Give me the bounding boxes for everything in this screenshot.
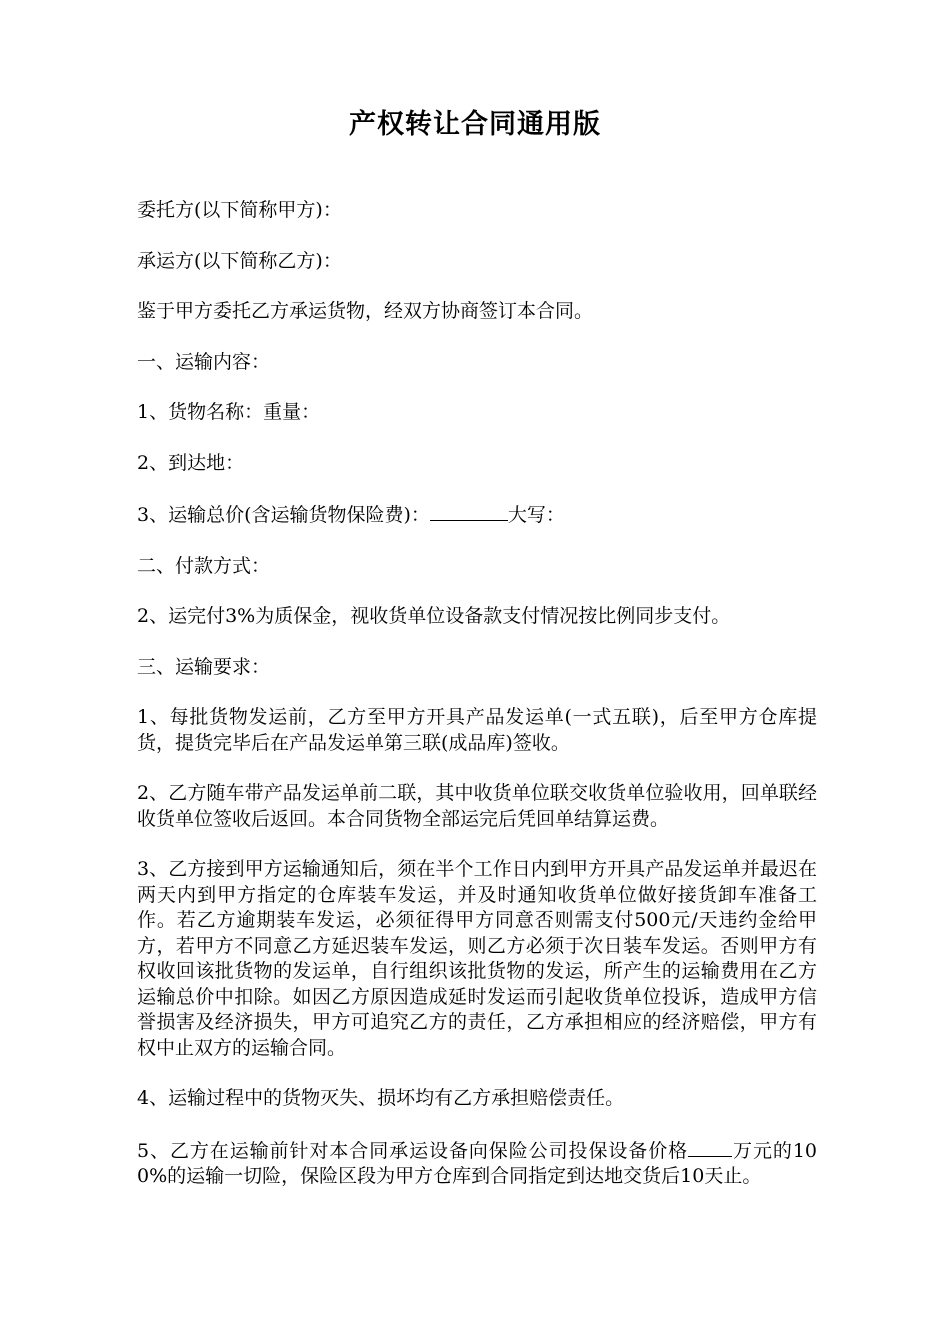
insurance-text-end: 万元的100%的运输一切险，保险区段为甲方仓库到合同指定到达地交货后10天止。 bbox=[137, 1139, 818, 1187]
paragraph-requirement-2: 2、乙方随车带产品发运单前二联，其中收货单位联交收货单位验收用，回单联经收货单位签收后返回。本合同货物全部运完后凭回单结算运费。 bbox=[137, 782, 817, 830]
total-price-label: 3、运输总价(含运输货物保险费)： bbox=[137, 504, 430, 526]
paragraph-preamble: 鉴于甲方委托乙方承运货物，经双方协商签订本合同。 bbox=[137, 300, 594, 322]
paragraph-requirement-1: 1、每批货物发运前，乙方至甲方开具产品发运单(一式五联)，后至甲方仓库提货，提货完毕后在产品发运单第三联(成品库)签收。 bbox=[137, 706, 817, 754]
heading-section-2: 二、付款方式： bbox=[137, 554, 271, 577]
amount-in-words-label: 大写： bbox=[507, 504, 565, 526]
paragraph-requirement-3: 3、乙方接到甲方运输通知后，须在半个工作日内到甲方开具产品发运单并最迟在两天内到甲方指定的仓库装车发运，并及时通知收货单位做好接货卸车准备工作。若乙方逾期装车发运，必须征得甲方同意否则需支付500元/天违约金给甲方，若甲方不同意乙方延迟装车发运，则乙方必须于次日装车发运。否则甲方有权收回该批货物的发运单，自行组织该批货物的发运，所产生的运输费用在乙方运输总价中扣除。如因乙方原因造成延时发运而引起收货单位投诉，造成甲方信誉损害及经济损失，甲方可追究乙方的责任，乙方承担相应的经济赔偿，甲方有权中止双方的运输合同。 bbox=[137, 858, 817, 1059]
paragraph-carrier: 承运方(以下简称乙方)： bbox=[137, 249, 342, 272]
heading-section-1: 一、运输内容： bbox=[137, 350, 271, 373]
insurance-value-blank bbox=[688, 1137, 732, 1157]
document-body bbox=[137, 198, 817, 1215]
paragraph-client: 委托方(以下简称甲方)： bbox=[137, 199, 342, 221]
paragraph-payment: 2、运完付3%为质保金，视收货单位设备款支付情况按比例同步支付。 bbox=[137, 605, 731, 627]
paragraph-cargo-name: 1、货物名称：重量： bbox=[137, 401, 321, 423]
insurance-text-start: 5、乙方在运输前针对本合同承运设备向保险公司投保设备价格 bbox=[137, 1139, 689, 1162]
paragraph-requirement-5 bbox=[137, 1137, 817, 1190]
paragraph-total-price bbox=[137, 501, 817, 529]
heading-section-3: 三、运输要求： bbox=[137, 655, 271, 678]
total-price-blank bbox=[430, 501, 508, 521]
document-title: 产权转让合同通用版 bbox=[349, 109, 601, 140]
paragraph-requirement-4: 4、运输过程中的货物灭失、损坏均有乙方承担赔偿责任。 bbox=[137, 1087, 625, 1109]
paragraph-destination: 2、到达地： bbox=[137, 451, 245, 474]
